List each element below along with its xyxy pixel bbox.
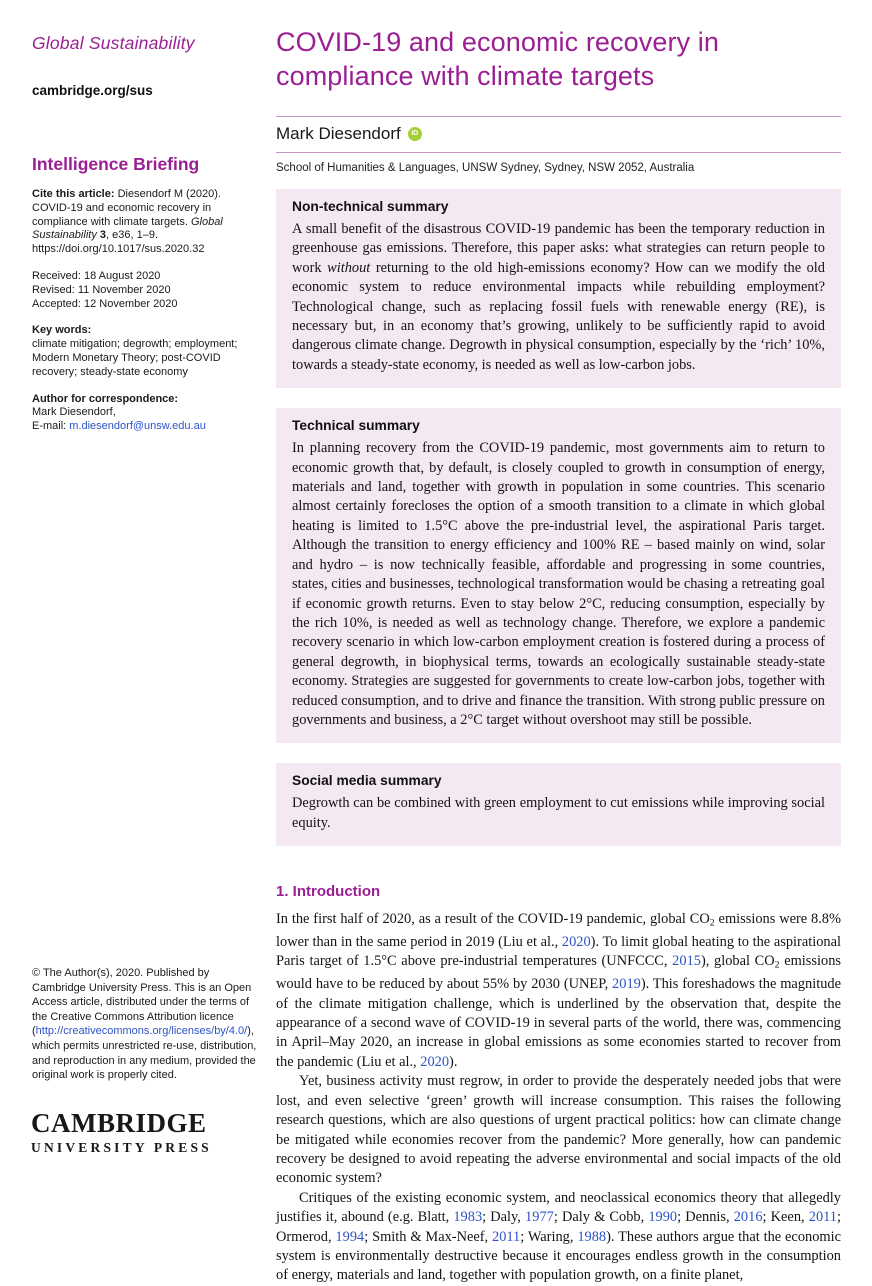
reference-link[interactable]: 2011 [492,1228,521,1245]
accepted-date: Accepted: 12 November 2020 [32,297,178,310]
divider-below-author [276,152,841,153]
correspondence-block [32,393,260,434]
cite-label: Cite this article: [32,188,115,200]
orcid-icon[interactable]: iD [408,127,422,141]
social-media-summary-text: Degrowth can be combined with green employment to cut emissions while improving social equity. [292,795,825,831]
non-technical-summary-text: A small benefit of the disastrous COVID-19 pandemic has been the temporary reduction in greenhouse gas emissions. Therefore, this paper asks: what strategies can return people to work without returning to the old high-emissions economy? How can we modify the old economic system to reduce environmental impacts while rebuilding employment? Technological change, such as replacing fossil fuels with renewable energy (RE), is necessary but, in an economy that’s growing, unlikely to be sufficiently rapid to avoid dangerous climate change. Degrowth in physical consumption, especially by the ‘rich’ 10%, towards a steady-state economy, is needed as well as low-carbon jobs. [292,221,825,373]
technical-summary-box [276,408,841,743]
keywords-label: Key words: [32,324,92,337]
publisher-name-line2: UNIVERSITY PRESS [31,1140,212,1155]
reference-link[interactable]: 2020 [420,1053,450,1070]
history-block [32,270,260,311]
email-link[interactable]: m.diesendorf@unsw.edu.au [69,420,206,433]
reference-link[interactable]: 1988 [577,1228,607,1245]
reference-link[interactable]: 1977 [525,1209,554,1226]
author-name: Mark Diesendorf [276,124,401,143]
social-media-summary-box [276,763,841,846]
journal-url-link[interactable]: cambridge.org/sus [32,83,153,98]
article-main-column [276,26,841,1286]
reference-link[interactable]: 1990 [648,1209,678,1226]
styled-text: 3 [99,229,107,242]
styled-text: Global Sustainability [32,215,223,242]
cite-text: Diesendorf M (2020). COVID-19 and economic recovery in compliance with climate targets. Global Sustainability 3, e36, 1–9. https://doi.org/10.1017/sus.2020.32 [32,188,223,256]
author-row [276,117,841,152]
introduction-paragraph-2: Yet, business activity must regrow, in order to provide the desperately needed jobs that were lost, and even selective ‘green’ growth will increase consumption. This raises the following research questions, which are also questions of urgent practical politics: how can climate change be mitigated while economies recover from the pandemic? More generally, how can pandemic recovery be designed to avoid repeating the adverse environmental and social impacts of the old economic system? [276,1073,841,1187]
reference-link[interactable]: 1994 [335,1228,365,1245]
styled-text: 2 [774,959,780,971]
author-affiliation: School of Humanities & Languages, UNSW Sydney, Sydney, NSW 2052, Australia [276,162,695,174]
reference-link[interactable]: 1983 [453,1209,483,1226]
technical-summary-text: In planning recovery from the COVID-19 pandemic, most governments aim to return to economic growth that, by default, is closely coupled to growth in consumption of energy, materials and land, together with growth in population in some countries. This scenario almost certainly forecloses the option of a smooth transition to a climate in which global heating is limited to 1.5°C above the pre-industrial level, the aspirational Paris target. Although the transition to energy efficiency and 100% RE – based mainly on wind, solar and hydro – is now technically feasible, affordable and progressing in some countries, states, cities and businesses, technological transformation would be chasing a retreating goal if economic growth returns. Even to stay below 2°C, reducing consumption, especially by the rich 10%, is needed as well as technology change. Therefore, we explore a pandemic recovery scenario in which low-carbon employment creation is fostered during a process of general degrowth, in biophysical terms, towards an ecologically sustainable steady-state economy. Strategies are suggested for governments to create low-carbon jobs, together with reduced consumption, and to drive and finance the transition. With strong public pressure on governments and business, a 2°C target without overshoot may still be possible. [292,440,825,728]
reference-link[interactable]: 2015 [672,953,701,970]
social-media-summary-heading: Social media summary [292,773,442,789]
received-date: Received: 18 August 2020 [32,269,161,282]
email-prefix: E-mail: [32,420,70,433]
publisher-name-line1: CAMBRIDGE [31,1108,207,1138]
keywords-block [32,324,260,379]
styled-text: 2 [709,917,715,929]
citation-block [32,188,260,257]
cambridge-university-press-logo [31,1110,212,1156]
reference-link[interactable]: http://creativecommons.org/licenses/by/4.0/ [35,1025,248,1038]
reference-link[interactable]: 2020 [561,934,591,950]
introduction-paragraph-1: In the first half of 2020, as a result of the COVID-19 pandemic, global $CO_2$ emissions were 8.8% lower than in the same period in 2019 (Liu et al., 2020). To limit global heating to the aspirational Paris target of 1.5°C above pre-industrial temperatures (UNFCCC, 2015), global $CO_2$ emissions would have to be reduced by about 55% by 2030 (UNEP, 2019). This foreshadows the magnitude of the climate mitigation challenge, which is underlined by the observation that, despite the appearance of a second wave of COVID-19 in several parts of the world, there was, commencing in April–May 2020, an increase in global emissions as some economies started to recover from the pandemic (Liu et al., 2020). [276,911,841,1070]
keywords-list: climate mitigation; degrowth; employment; Modern Monetary Theory; post-COVID recovery; steady-state economy [32,338,238,378]
technical-summary-heading: Technical summary [292,418,420,434]
correspondence-email-line [32,420,260,434]
correspondence-name: Mark Diesendorf, [32,406,116,419]
reference-link[interactable]: 2019 [612,976,641,993]
article-type-label: Intelligence Briefing [32,154,200,174]
non-technical-summary-box [276,189,841,388]
reference-link[interactable]: 2016 [733,1209,763,1226]
introduction-paragraph-3: Critiques of the existing economic system, and neoclassical economics theory that allegedly justifies it, abound (e.g. Blatt, 1983; Daly, 1977; Daly & Cobb, 1990; Dennis, 2016; Keen, 2011; Ormerod, 1994; Smith & Max-Neef, 2011; Waring, 1988). These authors argue that the economic system is environmentally destructive because it encourages endless growth in the consumption of energy, materials and land, together with population growth, on a finite planet, [276,1189,841,1284]
non-technical-summary-heading: Non-technical summary [292,199,449,214]
copyright-notice: © The Author(s), 2020. Published by Cambridge University Press. This is an Open Access article, distributed under the terms of the Creative Commons Attribution licence (http://creativecommons.org/licenses/by/4.0/), which permits unrestricted re-use, distribution, and reproduction in any medium, provided the original work is properly cited. [32,967,257,1082]
styled-text: without [327,259,371,276]
revised-date: Revised: 11 November 2020 [32,283,171,296]
journal-sidebar [32,33,260,434]
reference-link[interactable]: 2011 [808,1209,837,1226]
article-title: COVID-19 and economic recovery in compliance with climate targets [276,27,719,91]
journal-name: Global Sustainability [32,33,195,53]
introduction-heading: 1. Introduction [276,883,381,901]
correspondence-label: Author for correspondence: [32,392,179,405]
